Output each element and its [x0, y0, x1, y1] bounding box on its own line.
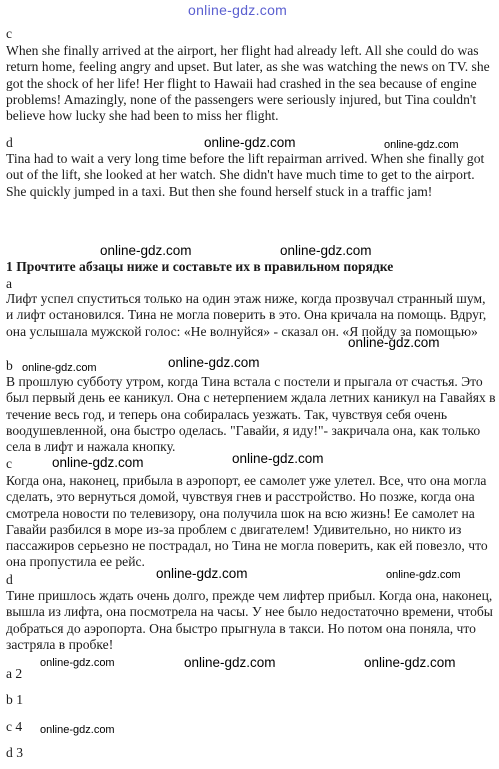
- watermark: online-gdz.com: [40, 724, 115, 736]
- english-c-paragraph: When she finally arrived at the airport, her flight had already left. All she could do was return home, feeling angry and upset. But later, as she was watching the news on TV. she got the shock of her life! Her flight to Hawaii had crashed in the sea because of engine problems! Amazingly, none of the passengers were seriously injured, but Tina couldn't believe how lucky she had been to miss her flight.: [6, 43, 490, 124]
- english-d-paragraph: Tina had to wait a very long time before the lift repairman arrived. When she finally got out of the lift, she looked at her watch. She didn't have much time to get to the airport. She quickly jumped in a taxi. But then she found herself stuck in a traffic jam!: [6, 151, 485, 199]
- answer-a: a 2: [6, 666, 23, 681]
- watermark: online-gdz.com: [184, 655, 276, 670]
- task-c-paragraph: Когда она, наконец, прибыла в аэропорт, ее самолет уже улетел. Все, что она могла сделать, это вернуться домой, чувствуя гнев и расстройство. Но позже, когда она смотрела новости по телевизору, она получила шок на всю жизнь! Ее самолет на Гавайи разбился в море из-за проблем с двигателем! Удивительно, но никто из пассажиров серьезно не пострадал, но Тина не могла поверить, как ей повезло, что она пропустила ее рейс.: [6, 473, 488, 570]
- task-b-paragraph: В прошлую субботу утром, когда Тина встала с постели и прыгала от счастья. Это был первый день ее каникул. Она с нетерпением ждала летних каникул на Гавайях в течение весь год, и теперь она собиралась уезжать. Так, чувствуя себя очень воодушевленной, она быстро оделась. "Гавайи, я иду!"- закричала она, как только села в лифт и нажала кнопку.: [6, 374, 496, 455]
- watermark: online-gdz.com: [40, 657, 115, 669]
- watermark: online-gdz.com: [22, 362, 97, 374]
- watermark: online-gdz.com: [204, 135, 296, 150]
- watermark: online-gdz.com: [384, 139, 459, 151]
- english-d-label: d: [6, 135, 13, 150]
- watermark: online-gdz.com: [232, 451, 324, 466]
- watermark: online-gdz.com: [386, 569, 461, 581]
- watermark: online-gdz.com: [364, 655, 456, 670]
- watermark: online-gdz.com: [52, 455, 144, 470]
- task-b-label: b: [6, 358, 13, 373]
- task-c-label: c: [6, 456, 13, 471]
- watermark: online-gdz.com: [156, 566, 248, 581]
- task-d-paragraph: Тине пришлось ждать очень долго, прежде чем лифтер прибыл. Когда она, наконец, вышла из лифта, она посмотрела на часы. У нее было недостаточно времени, чтобы добраться до аэропорта. Она быстро прыгнула в такси. Но потом она поняла, что застряла в пробке!: [6, 588, 493, 652]
- watermark: online-gdz.com: [348, 335, 440, 350]
- task-heading: 1 Прочтите абзацы ниже и составьте их в правильном порядке: [6, 259, 394, 274]
- watermark: online-gdz.com: [280, 243, 372, 258]
- answer-b: b 1: [6, 692, 23, 707]
- answer-c: c 4: [6, 719, 23, 734]
- answer-d: d 3: [6, 745, 23, 760]
- task-a-paragraph: Лифт успел спуститься только на один этаж ниже, когда прозвучал странный шум, и лифт остановился. Тина не могла поверить в это. Она кричала на помощь. Вдруг, она услышала мужской голос: «Не волнуйся» - сказал он. «Я пойду за помощью»: [6, 291, 487, 339]
- english-c-label: c: [6, 26, 13, 41]
- task-d-label: d: [6, 572, 13, 587]
- watermark-top: online-gdz.com: [188, 2, 288, 18]
- watermark: online-gdz.com: [100, 243, 192, 258]
- watermark: online-gdz.com: [168, 355, 260, 370]
- task-a-label: a: [6, 276, 13, 291]
